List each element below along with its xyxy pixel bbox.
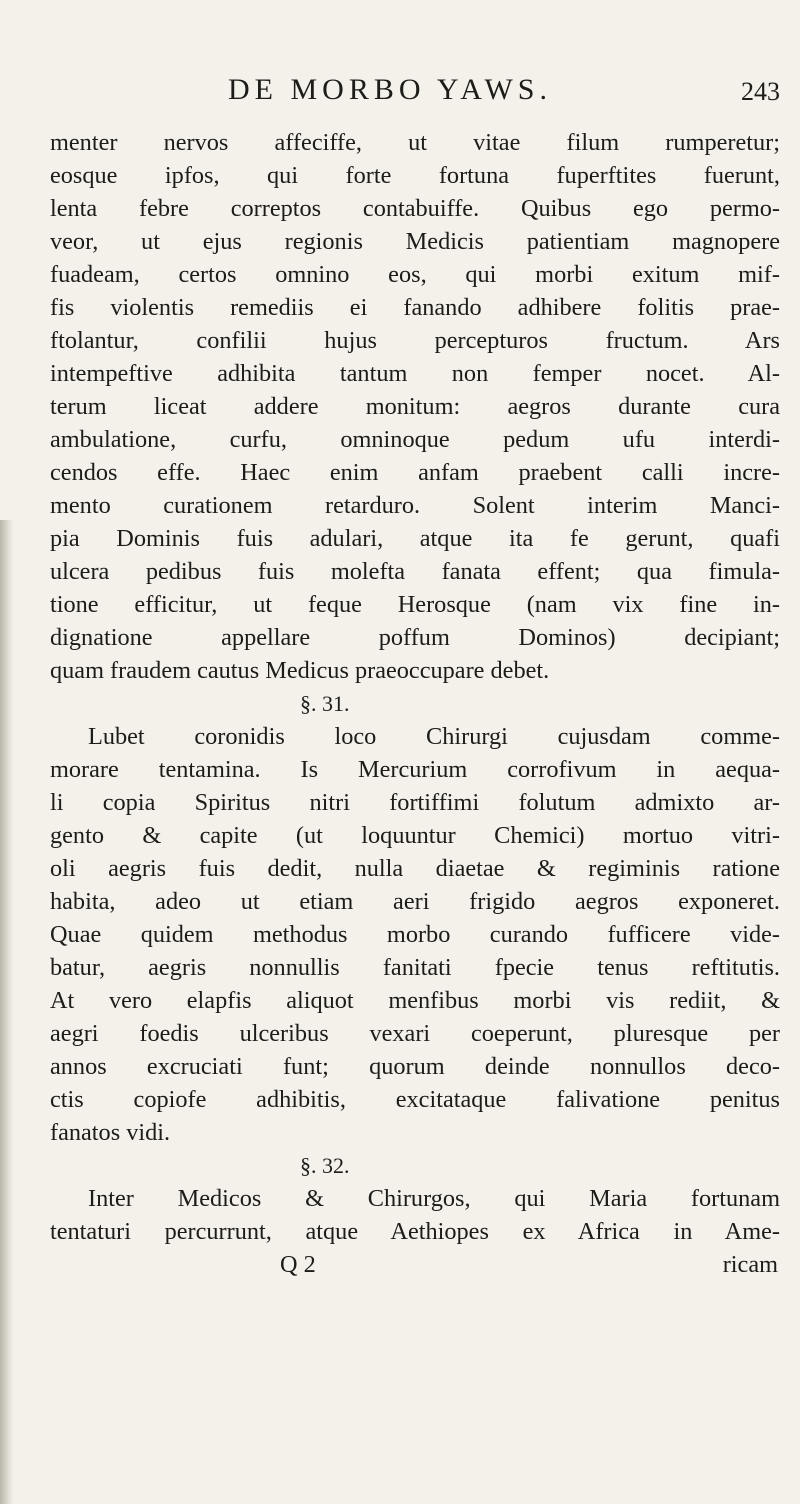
running-head: DE MORBO YAWS. [227, 73, 552, 106]
text-line: mento curationem retarduro. Solent interim Manci- [50, 492, 780, 519]
text-line: tentaturi percurrunt, atque Aethiopes ex Africa in Ame- [50, 1218, 780, 1245]
section-32-text [50, 1182, 780, 1248]
text-line: annos excruciati funt; quorum deinde nonnullos deco- [50, 1053, 780, 1080]
text-line: ulcera pedibus fuis molefta fanata effent; qua fimula- [50, 558, 780, 585]
text-line: intempeftive adhibita tantum non femper nocet. Al- [50, 360, 780, 387]
text-line: terum liceat addere monitum: aegros durante cura [50, 393, 780, 420]
text-line: veor, ut ejus regionis Medicis patientiam magnopere [50, 228, 780, 255]
text-line: menter nervos affeciffe, ut vitae filum rumperetur; [50, 129, 780, 156]
text-line: ambulatione, curfu, omninoque pedum ufu interdi- [50, 426, 780, 453]
text-line: ctis copiofe adhibitis, excitataque falivatione penitus [50, 1086, 780, 1113]
text-line: gento & capite (ut loquuntur Chemici) mortuo vitri- [50, 822, 780, 849]
text-line: Quae quidem methodus morbo curando fufficere vide- [50, 921, 780, 948]
text-line: batur, aegris nonnullis fanitati fpecie tenus reftitutis. [50, 954, 780, 981]
catchword: ricam [722, 1251, 778, 1278]
text-line: eosque ipfos, qui forte fortuna fuperftites fuerunt, [50, 162, 780, 189]
text-line: dignatione appellare poffum Dominos) decipiant; [50, 624, 780, 651]
page-body [50, 126, 780, 1281]
paragraph-1 [50, 126, 780, 687]
text-line: At vero elapfis aliquot menfibus morbi vis rediit, & [50, 987, 780, 1014]
text-line: Lubet coronidis loco Chirurgi cujusdam comme- [88, 723, 780, 750]
text-line: pia Dominis fuis adulari, atque ita fe gerunt, quafi [50, 525, 780, 552]
page-binding-shadow [0, 520, 14, 1504]
signature-mark: Q 2 [280, 1251, 316, 1278]
page-header [90, 70, 780, 110]
text-line: cendos effe. Haec enim anfam praebent calli incre- [50, 459, 780, 486]
text-line: aegri foedis ulceribus vexari coeperunt, pluresque per [50, 1020, 780, 1047]
text-line: li copia Spiritus nitri fortiffimi folutum admixto ar- [50, 789, 780, 816]
text-line: habita, adeo ut etiam aeri frigido aegros exponeret. [50, 888, 780, 915]
text-line: ftolantur, confilii hujus percepturos fructum. Ars [50, 327, 780, 354]
page-footer [50, 1248, 780, 1281]
text-line: fis violentis remediis ei fanando adhibere folitis prae- [50, 294, 780, 321]
text-line: morare tentamina. Is Mercurium corrofivum in aequa- [50, 756, 780, 783]
text-line: Inter Medicos & Chirurgos, qui Maria fortunam [88, 1185, 780, 1212]
page-number: 243 [741, 77, 780, 106]
section-number-32: §. 32. [300, 1153, 350, 1178]
text-line: lenta febre correptos contabuiffe. Quibus ego permo- [50, 195, 780, 222]
text-line: quam fraudem cautus Medicus praeoccupare debet. [50, 657, 550, 684]
section-number-31: §. 31. [300, 691, 350, 716]
section-31-text [50, 720, 780, 1149]
text-line: oli aegris fuis dedit, nulla diaetae & regiminis ratione [50, 855, 780, 882]
text-line: fanatos vidi. [50, 1119, 171, 1146]
text-line: tione efficitur, ut feque Herosque (nam vix fine in- [50, 591, 780, 618]
text-line: fuadeam, certos omnino eos, qui morbi exitum mif- [50, 261, 780, 288]
